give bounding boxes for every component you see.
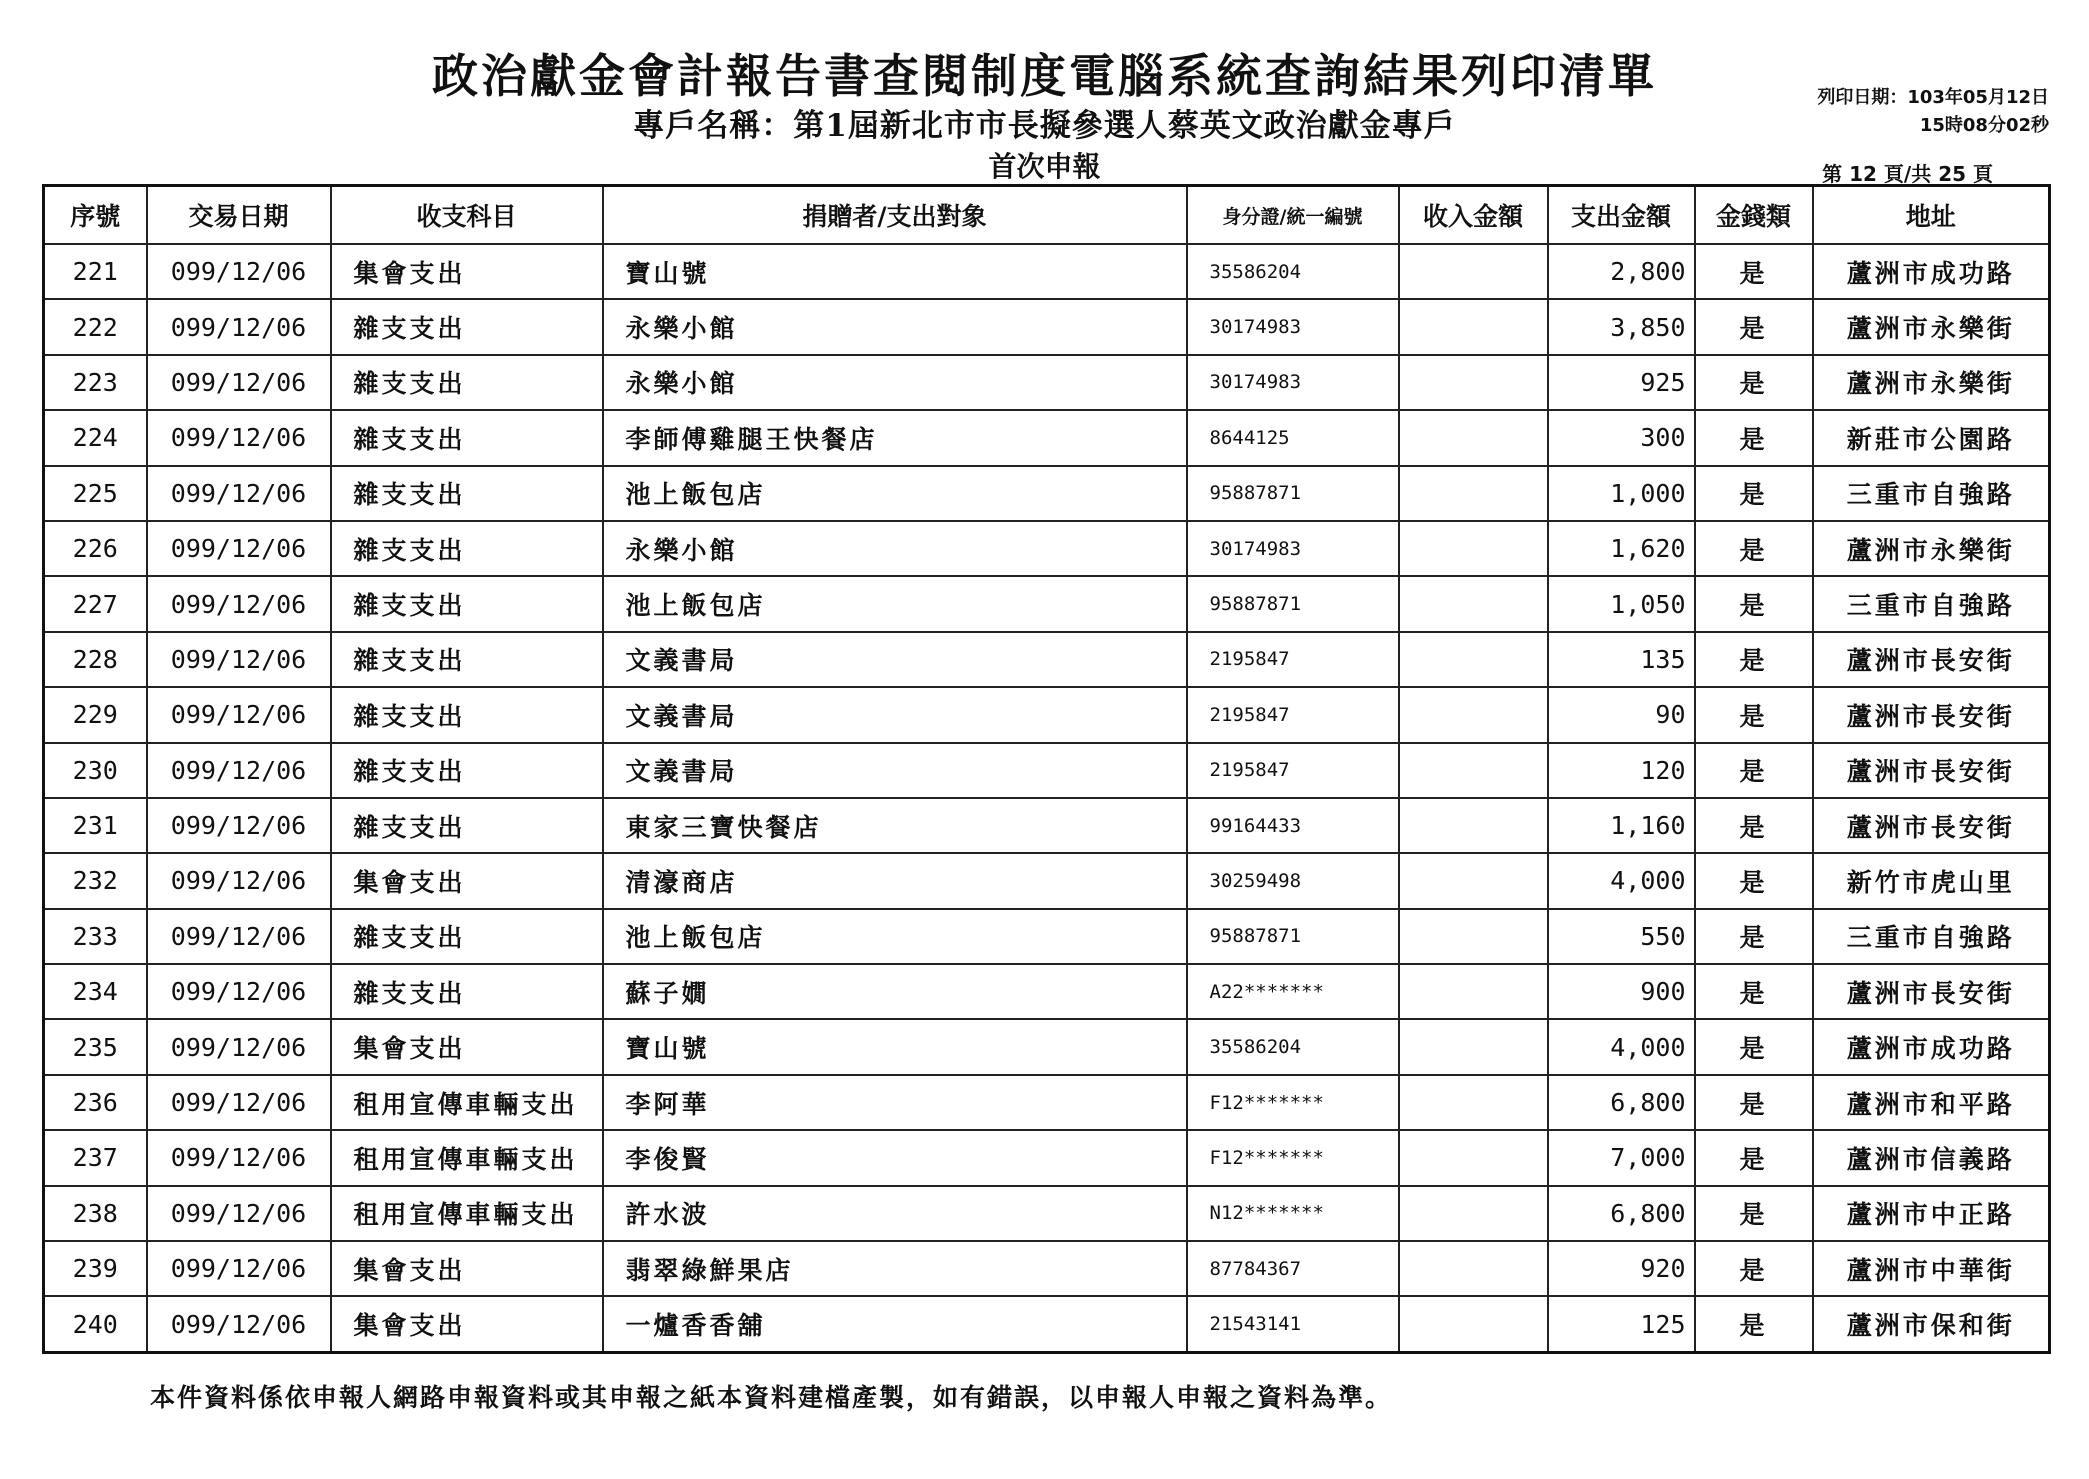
- cell-monetary: 是: [1695, 466, 1813, 521]
- cell-id: 95887871: [1187, 909, 1399, 964]
- cell-payee: 池上飯包店: [603, 466, 1187, 521]
- cell-payee: 永樂小館: [603, 299, 1187, 354]
- cell-monetary: 是: [1695, 521, 1813, 576]
- cell-address: 蘆洲市和平路: [1813, 1075, 2050, 1130]
- cell-no: 225: [44, 466, 147, 521]
- cell-date: 099/12/06: [147, 687, 331, 742]
- cell-income: [1399, 410, 1548, 465]
- cell-payee: 李阿華: [603, 1075, 1187, 1130]
- cell-expense: 300: [1548, 410, 1695, 465]
- cell-expense: 135: [1548, 632, 1695, 687]
- cell-category: 集會支出: [331, 1241, 603, 1296]
- cell-date: 099/12/06: [147, 1241, 331, 1296]
- cell-id: 30259498: [1187, 853, 1399, 908]
- cell-category: 雜支支出: [331, 466, 603, 521]
- cell-id: 8644125: [1187, 410, 1399, 465]
- cell-monetary: 是: [1695, 743, 1813, 798]
- cell-category: 集會支出: [331, 1296, 603, 1352]
- cell-date: 099/12/06: [147, 853, 331, 908]
- cell-date: 099/12/06: [147, 299, 331, 354]
- footer-note: 本件資料係依申報人網路申報資料或其申報之紙本資料建檔產製，如有錯誤，以申報人申報之資料為準。: [150, 1383, 1393, 1412]
- table-header-row: [44, 186, 2050, 245]
- records-table-container: [42, 184, 2048, 1354]
- cell-no: 224: [44, 410, 147, 465]
- cell-income: [1399, 964, 1548, 1019]
- cell-id: 30174983: [1187, 299, 1399, 354]
- table-row: [44, 1130, 2050, 1185]
- cell-monetary: 是: [1695, 355, 1813, 410]
- cell-no: 221: [44, 244, 147, 299]
- cell-expense: 1,160: [1548, 798, 1695, 853]
- table-row: [44, 1296, 2050, 1352]
- cell-income: [1399, 743, 1548, 798]
- cell-id: 21543141: [1187, 1296, 1399, 1352]
- cell-income: [1399, 355, 1548, 410]
- table-row: [44, 576, 2050, 631]
- cell-expense: 1,620: [1548, 521, 1695, 576]
- cell-category: 租用宣傳車輛支出: [331, 1075, 603, 1130]
- cell-monetary: 是: [1695, 410, 1813, 465]
- table-row: [44, 964, 2050, 1019]
- cell-date: 099/12/06: [147, 798, 331, 853]
- cell-address: 蘆洲市成功路: [1813, 1019, 2050, 1074]
- cell-income: [1399, 1186, 1548, 1241]
- cell-payee: 永樂小館: [603, 355, 1187, 410]
- cell-date: 099/12/06: [147, 410, 331, 465]
- table-row: [44, 521, 2050, 576]
- cell-id: 2195847: [1187, 632, 1399, 687]
- cell-income: [1399, 687, 1548, 742]
- col-header-monetary: 金錢類: [1695, 186, 1813, 245]
- cell-id: F12*******: [1187, 1075, 1399, 1130]
- cell-expense: 6,800: [1548, 1075, 1695, 1130]
- cell-category: 租用宣傳車輛支出: [331, 1186, 603, 1241]
- cell-address: 蘆洲市長安街: [1813, 632, 2050, 687]
- cell-id: 35586204: [1187, 244, 1399, 299]
- cell-no: 226: [44, 521, 147, 576]
- cell-id: 30174983: [1187, 521, 1399, 576]
- cell-monetary: 是: [1695, 1075, 1813, 1130]
- cell-income: [1399, 1241, 1548, 1296]
- table-row: [44, 798, 2050, 853]
- cell-payee: 文義書局: [603, 632, 1187, 687]
- col-header-payee: 捐贈者/支出對象: [603, 186, 1187, 245]
- cell-income: [1399, 798, 1548, 853]
- cell-monetary: 是: [1695, 964, 1813, 1019]
- cell-address: 蘆洲市中華街: [1813, 1241, 2050, 1296]
- table-row: [44, 410, 2050, 465]
- cell-id: 2195847: [1187, 687, 1399, 742]
- cell-expense: 6,800: [1548, 1186, 1695, 1241]
- cell-id: 35586204: [1187, 1019, 1399, 1074]
- cell-address: 三重市自強路: [1813, 909, 2050, 964]
- cell-address: 蘆洲市永樂街: [1813, 355, 2050, 410]
- cell-expense: 550: [1548, 909, 1695, 964]
- cell-payee: 文義書局: [603, 743, 1187, 798]
- table-row: [44, 244, 2050, 299]
- table-row: [44, 853, 2050, 908]
- cell-date: 099/12/06: [147, 521, 331, 576]
- cell-monetary: 是: [1695, 909, 1813, 964]
- cell-monetary: 是: [1695, 299, 1813, 354]
- cell-address: 新莊市公園路: [1813, 410, 2050, 465]
- col-header-id: 身分證/統一編號: [1187, 186, 1399, 245]
- cell-income: [1399, 521, 1548, 576]
- cell-expense: 925: [1548, 355, 1695, 410]
- cell-category: 雜支支出: [331, 632, 603, 687]
- cell-id: A22*******: [1187, 964, 1399, 1019]
- cell-address: 蘆洲市長安街: [1813, 964, 2050, 1019]
- cell-payee: 許水波: [603, 1186, 1187, 1241]
- cell-category: 集會支出: [331, 1019, 603, 1074]
- cell-id: 95887871: [1187, 466, 1399, 521]
- cell-no: 223: [44, 355, 147, 410]
- cell-category: 雜支支出: [331, 521, 603, 576]
- cell-income: [1399, 1296, 1548, 1352]
- cell-date: 099/12/06: [147, 244, 331, 299]
- print-date: 列印日期：103年05月12日: [1817, 87, 2049, 108]
- records-table: [42, 184, 2051, 1354]
- cell-payee: 池上飯包店: [603, 576, 1187, 631]
- cell-payee: 翡翠綠鮮果店: [603, 1241, 1187, 1296]
- cell-monetary: 是: [1695, 1186, 1813, 1241]
- cell-date: 099/12/06: [147, 743, 331, 798]
- account-name: 專戶名稱：第1屆新北市市長擬參選人蔡英文政治獻金專戶: [633, 108, 1456, 144]
- table-row: [44, 1019, 2050, 1074]
- cell-payee: 寶山號: [603, 1019, 1187, 1074]
- cell-id: 99164433: [1187, 798, 1399, 853]
- cell-expense: 1,000: [1548, 466, 1695, 521]
- cell-monetary: 是: [1695, 632, 1813, 687]
- cell-address: 蘆洲市長安街: [1813, 743, 2050, 798]
- cell-expense: 3,850: [1548, 299, 1695, 354]
- cell-category: 雜支支出: [331, 299, 603, 354]
- table-row: [44, 632, 2050, 687]
- cell-no: 237: [44, 1130, 147, 1185]
- cell-no: 240: [44, 1296, 147, 1352]
- col-header-no: 序號: [44, 186, 147, 245]
- cell-address: 三重市自強路: [1813, 576, 2050, 631]
- cell-date: 099/12/06: [147, 1019, 331, 1074]
- cell-category: 雜支支出: [331, 798, 603, 853]
- cell-date: 099/12/06: [147, 1130, 331, 1185]
- cell-no: 236: [44, 1075, 147, 1130]
- cell-address: 新竹市虎山里: [1813, 853, 2050, 908]
- cell-expense: 4,000: [1548, 853, 1695, 908]
- cell-expense: 4,000: [1548, 1019, 1695, 1074]
- cell-date: 099/12/06: [147, 576, 331, 631]
- table-row: [44, 687, 2050, 742]
- page-title: 政治獻金會計報告書查閱制度電腦系統查詢結果列印清單: [432, 49, 1657, 103]
- cell-date: 099/12/06: [147, 466, 331, 521]
- cell-income: [1399, 632, 1548, 687]
- cell-address: 蘆洲市信義路: [1813, 1130, 2050, 1185]
- cell-date: 099/12/06: [147, 1186, 331, 1241]
- cell-payee: 東家三寶快餐店: [603, 798, 1187, 853]
- report-type: 首次申報: [988, 150, 1101, 183]
- cell-expense: 2,800: [1548, 244, 1695, 299]
- cell-address: 蘆洲市保和街: [1813, 1296, 2050, 1352]
- table-row: [44, 743, 2050, 798]
- table-row: [44, 1186, 2050, 1241]
- cell-monetary: 是: [1695, 1296, 1813, 1352]
- cell-category: 雜支支出: [331, 909, 603, 964]
- cell-expense: 900: [1548, 964, 1695, 1019]
- cell-address: 蘆洲市永樂街: [1813, 521, 2050, 576]
- cell-no: 233: [44, 909, 147, 964]
- table-row: [44, 1075, 2050, 1130]
- table-body: [44, 244, 2050, 1352]
- cell-no: 238: [44, 1186, 147, 1241]
- cell-date: 099/12/06: [147, 909, 331, 964]
- cell-id: N12*******: [1187, 1186, 1399, 1241]
- cell-id: 2195847: [1187, 743, 1399, 798]
- cell-no: 234: [44, 964, 147, 1019]
- cell-income: [1399, 1130, 1548, 1185]
- cell-income: [1399, 576, 1548, 631]
- cell-no: 229: [44, 687, 147, 742]
- cell-expense: 125: [1548, 1296, 1695, 1352]
- cell-monetary: 是: [1695, 853, 1813, 908]
- cell-expense: 90: [1548, 687, 1695, 742]
- cell-income: [1399, 466, 1548, 521]
- col-header-category: 收支科目: [331, 186, 603, 245]
- col-header-expense: 支出金額: [1548, 186, 1695, 245]
- cell-income: [1399, 853, 1548, 908]
- cell-income: [1399, 1075, 1548, 1130]
- cell-no: 222: [44, 299, 147, 354]
- cell-id: 87784367: [1187, 1241, 1399, 1296]
- cell-date: 099/12/06: [147, 355, 331, 410]
- cell-no: 235: [44, 1019, 147, 1074]
- cell-payee: 李師傅雞腿王快餐店: [603, 410, 1187, 465]
- print-time: 15時08分02秒: [1919, 115, 2049, 136]
- cell-payee: 寶山號: [603, 244, 1187, 299]
- cell-date: 099/12/06: [147, 1296, 331, 1352]
- cell-monetary: 是: [1695, 1019, 1813, 1074]
- cell-category: 集會支出: [331, 853, 603, 908]
- cell-category: 租用宣傳車輛支出: [331, 1130, 603, 1185]
- cell-monetary: 是: [1695, 1241, 1813, 1296]
- table-row: [44, 1241, 2050, 1296]
- cell-address: 三重市自強路: [1813, 466, 2050, 521]
- cell-monetary: 是: [1695, 576, 1813, 631]
- cell-no: 227: [44, 576, 147, 631]
- cell-monetary: 是: [1695, 798, 1813, 853]
- cell-no: 230: [44, 743, 147, 798]
- cell-no: 239: [44, 1241, 147, 1296]
- cell-income: [1399, 1019, 1548, 1074]
- cell-category: 雜支支出: [331, 964, 603, 1019]
- cell-category: 集會支出: [331, 244, 603, 299]
- cell-income: [1399, 244, 1548, 299]
- cell-expense: 120: [1548, 743, 1695, 798]
- cell-category: 雜支支出: [331, 410, 603, 465]
- cell-monetary: 是: [1695, 1130, 1813, 1185]
- cell-expense: 1,050: [1548, 576, 1695, 631]
- cell-id: 30174983: [1187, 355, 1399, 410]
- table-row: [44, 355, 2050, 410]
- table-row: [44, 466, 2050, 521]
- cell-category: 雜支支出: [331, 687, 603, 742]
- cell-monetary: 是: [1695, 244, 1813, 299]
- page-number: 第 12 頁/共 25 頁: [1822, 162, 1993, 186]
- col-header-income: 收入金額: [1399, 186, 1548, 245]
- cell-payee: 蘇子嫺: [603, 964, 1187, 1019]
- cell-payee: 池上飯包店: [603, 909, 1187, 964]
- table-row: [44, 299, 2050, 354]
- cell-category: 雜支支出: [331, 576, 603, 631]
- cell-id: F12*******: [1187, 1130, 1399, 1185]
- table-row: [44, 909, 2050, 964]
- cell-date: 099/12/06: [147, 632, 331, 687]
- print-info: [1817, 84, 2049, 140]
- cell-payee: 文義書局: [603, 687, 1187, 742]
- cell-id: 95887871: [1187, 576, 1399, 631]
- cell-category: 雜支支出: [331, 743, 603, 798]
- cell-expense: 920: [1548, 1241, 1695, 1296]
- cell-category: 雜支支出: [331, 355, 603, 410]
- cell-address: 蘆洲市中正路: [1813, 1186, 2050, 1241]
- cell-payee: 永樂小館: [603, 521, 1187, 576]
- cell-income: [1399, 909, 1548, 964]
- cell-date: 099/12/06: [147, 1075, 331, 1130]
- cell-address: 蘆洲市永樂街: [1813, 299, 2050, 354]
- cell-payee: 清濠商店: [603, 853, 1187, 908]
- cell-date: 099/12/06: [147, 964, 331, 1019]
- col-header-date: 交易日期: [147, 186, 331, 245]
- cell-payee: 李俊賢: [603, 1130, 1187, 1185]
- col-header-address: 地址: [1813, 186, 2050, 245]
- cell-no: 228: [44, 632, 147, 687]
- cell-no: 232: [44, 853, 147, 908]
- cell-no: 231: [44, 798, 147, 853]
- cell-monetary: 是: [1695, 687, 1813, 742]
- cell-address: 蘆洲市長安街: [1813, 687, 2050, 742]
- cell-payee: 一爐香香舖: [603, 1296, 1187, 1352]
- cell-address: 蘆洲市長安街: [1813, 798, 2050, 853]
- cell-address: 蘆洲市成功路: [1813, 244, 2050, 299]
- cell-income: [1399, 299, 1548, 354]
- cell-expense: 7,000: [1548, 1130, 1695, 1185]
